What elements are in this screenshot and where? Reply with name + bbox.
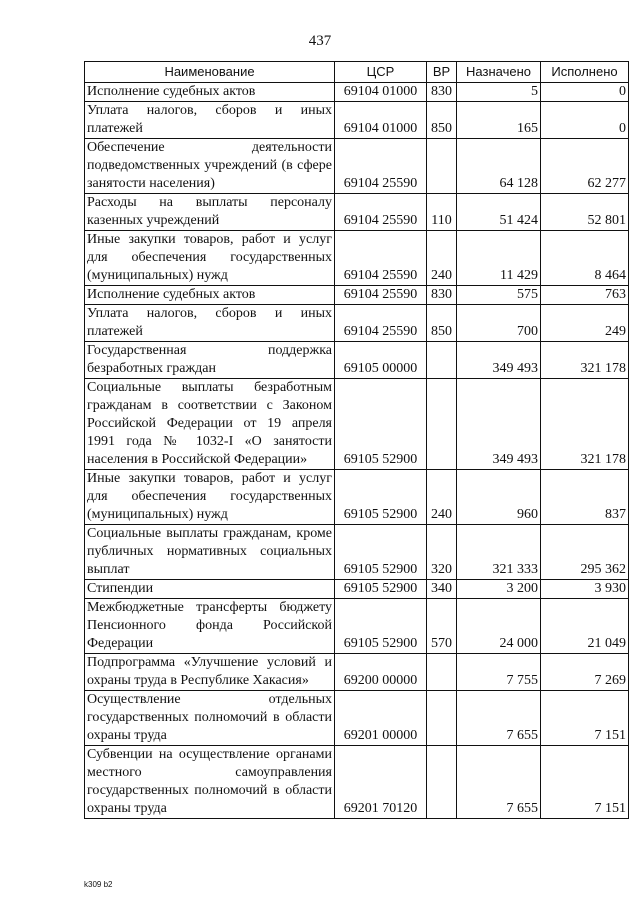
cell-assigned: 7 655: [457, 691, 541, 746]
cell-vr: [427, 379, 457, 470]
cell-assigned: 3 200: [457, 580, 541, 599]
cell-name: Уплата налогов, сборов и иных платежей: [85, 305, 335, 342]
header-name: Наименование: [85, 62, 335, 83]
cell-assigned: 51 424: [457, 194, 541, 231]
cell-assigned: 64 128: [457, 139, 541, 194]
table-row: [85, 691, 629, 746]
cell-executed: 249: [541, 305, 629, 342]
cell-executed: 7 151: [541, 691, 629, 746]
header-assigned: Назначено: [457, 62, 541, 83]
table-row: [85, 525, 629, 580]
cell-assigned: 5: [457, 83, 541, 102]
cell-executed: 837: [541, 470, 629, 525]
cell-csr: 69104 25590: [335, 139, 427, 194]
table-row: [85, 194, 629, 231]
cell-csr: 69201 70120: [335, 746, 427, 819]
table-row: [85, 83, 629, 102]
cell-vr: [427, 139, 457, 194]
cell-assigned: 7 755: [457, 654, 541, 691]
table-row: [85, 580, 629, 599]
cell-executed: 7 269: [541, 654, 629, 691]
cell-assigned: 7 655: [457, 746, 541, 819]
table-row: [85, 599, 629, 654]
cell-vr: [427, 691, 457, 746]
cell-name: Государственная поддержка безработных граждан: [85, 342, 335, 379]
table-row: [85, 746, 629, 819]
cell-executed: 321 178: [541, 379, 629, 470]
cell-name: Социальные выплаты гражданам, кроме публичных нормативных социальных выплат: [85, 525, 335, 580]
cell-assigned: 349 493: [457, 379, 541, 470]
cell-csr: 69200 00000: [335, 654, 427, 691]
cell-executed: 7 151: [541, 746, 629, 819]
table-row: [85, 139, 629, 194]
table-row: [85, 342, 629, 379]
header-row: [85, 62, 629, 83]
table-row: [85, 305, 629, 342]
cell-vr: 110: [427, 194, 457, 231]
cell-vr: 830: [427, 83, 457, 102]
cell-name: Уплата налогов, сборов и иных платежей: [85, 102, 335, 139]
page-number: 437: [308, 33, 332, 49]
cell-csr: 69104 25590: [335, 231, 427, 286]
footer-stamp: k309 b2: [84, 880, 113, 889]
cell-csr: 69104 25590: [335, 305, 427, 342]
cell-vr: 850: [427, 102, 457, 139]
cell-name: Стипендии: [85, 580, 335, 599]
cell-name: Расходы на выплаты персоналу казенных учреждений: [85, 194, 335, 231]
table-row: [85, 470, 629, 525]
cell-csr: 69201 00000: [335, 691, 427, 746]
cell-vr: [427, 746, 457, 819]
cell-executed: 21 049: [541, 599, 629, 654]
cell-assigned: 321 333: [457, 525, 541, 580]
table-row: [85, 654, 629, 691]
table-row: [85, 102, 629, 139]
cell-vr: [427, 342, 457, 379]
cell-executed: 0: [541, 83, 629, 102]
cell-csr: 69105 52900: [335, 525, 427, 580]
cell-assigned: 349 493: [457, 342, 541, 379]
cell-name: Осуществление отдельных государственных полномочий в области охраны труда: [85, 691, 335, 746]
cell-vr: 850: [427, 305, 457, 342]
cell-executed: 3 930: [541, 580, 629, 599]
header-executed: Исполнено: [541, 62, 629, 83]
cell-assigned: 24 000: [457, 599, 541, 654]
cell-vr: 320: [427, 525, 457, 580]
cell-csr: 69105 52900: [335, 580, 427, 599]
cell-vr: 240: [427, 231, 457, 286]
table-row: [85, 286, 629, 305]
cell-name: Иные закупки товаров, работ и услуг для обеспечения государственных (муниципальных) нужд: [85, 231, 335, 286]
cell-csr: 69105 52900: [335, 379, 427, 470]
table-row: [85, 231, 629, 286]
cell-vr: 570: [427, 599, 457, 654]
cell-vr: [427, 654, 457, 691]
cell-name: Исполнение судебных актов: [85, 83, 335, 102]
cell-name: Субвенции на осуществление органами местного самоуправления государственных полномочий в области охраны труда: [85, 746, 335, 819]
cell-assigned: 11 429: [457, 231, 541, 286]
cell-executed: 62 277: [541, 139, 629, 194]
cell-executed: 0: [541, 102, 629, 139]
budget-table: [84, 61, 629, 819]
cell-csr: 69104 01000: [335, 102, 427, 139]
cell-vr: 240: [427, 470, 457, 525]
table-row: [85, 379, 629, 470]
cell-csr: 69105 52900: [335, 599, 427, 654]
cell-name: Исполнение судебных актов: [85, 286, 335, 305]
cell-name: Обеспечение деятельности подведомственных учреждений (в сфере занятости населения): [85, 139, 335, 194]
cell-csr: 69104 25590: [335, 194, 427, 231]
cell-vr: 830: [427, 286, 457, 305]
cell-assigned: 960: [457, 470, 541, 525]
header-vr: ВР: [427, 62, 457, 83]
table-body: [85, 83, 629, 819]
cell-executed: 321 178: [541, 342, 629, 379]
cell-vr: 340: [427, 580, 457, 599]
cell-name: Социальные выплаты безработным гражданам в соответствии с Законом Российской Федерации от 19 апреля 1991 года № 1032-I «О занятости населения в Российской Федерации»: [85, 379, 335, 470]
cell-assigned: 700: [457, 305, 541, 342]
cell-executed: 763: [541, 286, 629, 305]
cell-csr: 69105 00000: [335, 342, 427, 379]
cell-csr: 69104 25590: [335, 286, 427, 305]
cell-name: Иные закупки товаров, работ и услуг для обеспечения государственных (муниципальных) нужд: [85, 470, 335, 525]
header-csr: ЦСР: [335, 62, 427, 83]
cell-executed: 52 801: [541, 194, 629, 231]
cell-assigned: 575: [457, 286, 541, 305]
cell-csr: 69104 01000: [335, 83, 427, 102]
cell-executed: 8 464: [541, 231, 629, 286]
cell-name: Межбюджетные трансферты бюджету Пенсионного фонда Российской Федерации: [85, 599, 335, 654]
cell-name: Подпрограмма «Улучшение условий и охраны труда в Республике Хакасия»: [85, 654, 335, 691]
cell-executed: 295 362: [541, 525, 629, 580]
cell-assigned: 165: [457, 102, 541, 139]
cell-csr: 69105 52900: [335, 470, 427, 525]
